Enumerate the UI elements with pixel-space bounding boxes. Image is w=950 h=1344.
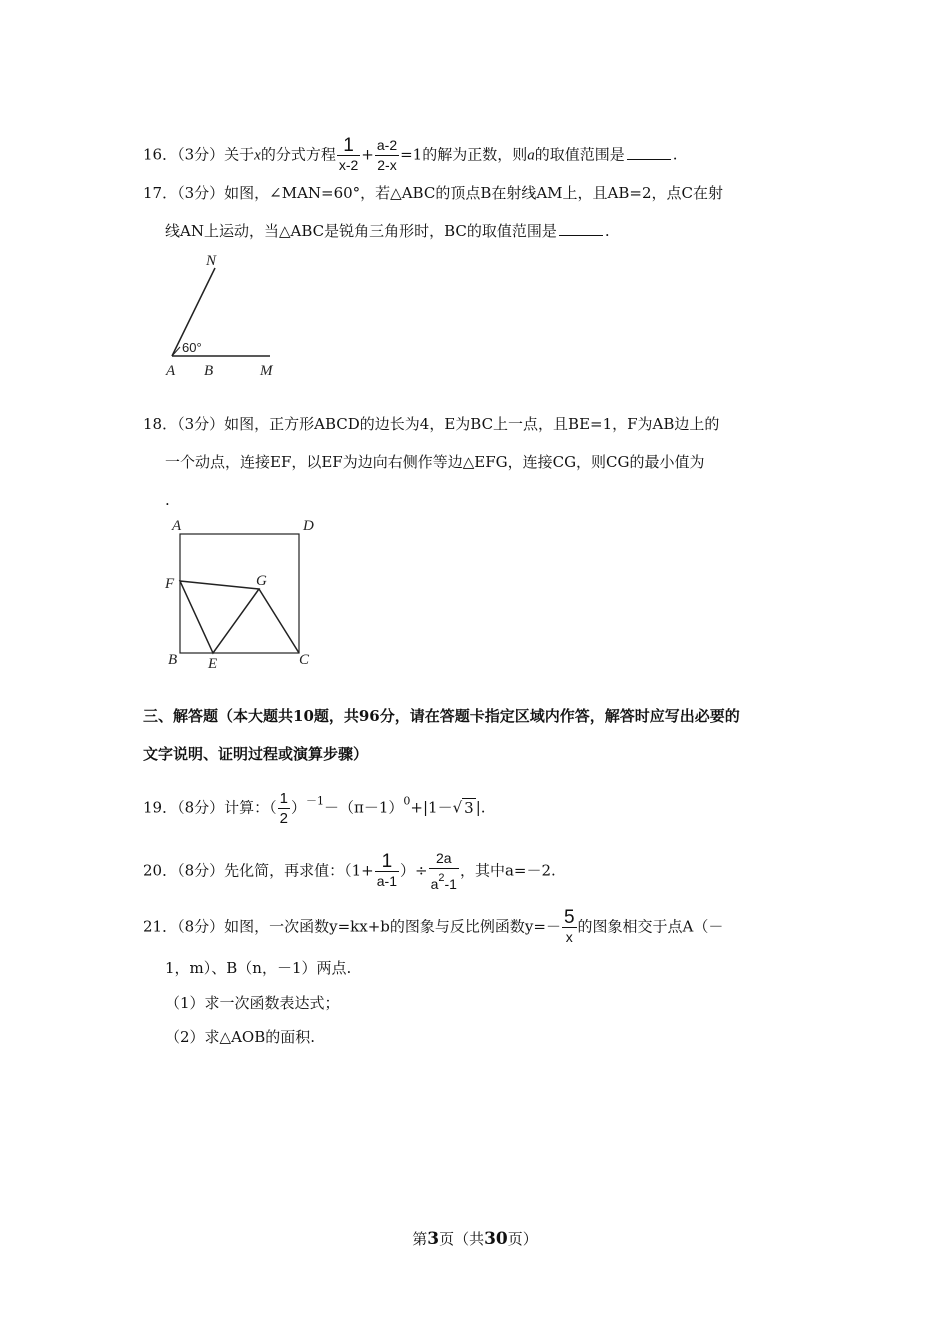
q20-fraction-1 [375,852,399,891]
q19-text: ） [291,798,307,817]
frac-num: 2a [429,849,459,869]
q19-exponent: －1 [306,794,325,808]
q17-text: 如图，∠MAN=60°，若△ABC的顶点B在射线AM上，且AB=2，点C在射 [224,184,723,202]
label-m: M [260,363,273,379]
q16-score: （3分） [177,145,225,164]
q21-number: 21． [143,917,178,936]
q16-plus: + [361,145,374,164]
den-base: a [430,876,439,892]
question-21-part-2 [165,1027,315,1047]
q17-number: 17． [143,184,178,202]
q18-number: 18． [143,415,178,433]
den-tail: -1 [444,876,457,892]
frac-num: a-2 [375,136,399,156]
q16-text: =1的解为正数，则 [400,145,528,164]
frac-num: 5 [563,907,575,928]
q18-score: （3分） [177,415,225,433]
q18-end: . [165,491,170,509]
segment-cg [259,589,299,653]
question-19 [143,789,486,828]
label-e: E [208,656,218,672]
question-21-line-2 [165,958,351,978]
label-a: A [166,363,176,379]
frac-den [429,869,459,894]
question-21-part-1 [165,993,340,1013]
q20-text: ）÷ [400,861,428,880]
frac-den: 2-x [377,157,397,173]
q17-text: 线AN上运动，当△ABC是锐角三角形时，BC的取值范围是 [165,222,557,240]
footer-text: 页（共 [439,1230,485,1248]
footer-text: 第 [412,1230,428,1248]
q19-text: 计算：（ [224,798,277,817]
den-exp: 2 [438,872,445,884]
q19-score: （8分） [177,798,225,817]
q18-text: 一个动点，连接EF，以EF为边向右侧作等边△EFG，连接CG，则CG的最小值为 [165,453,705,471]
question-18-line-2 [165,452,705,472]
q19-text: +|1－ [410,798,453,817]
q19-fraction [278,789,290,828]
q21-fraction [562,908,577,947]
q20-text: 先化简，再求值：（1+ [224,861,374,880]
footer-text: 页） [507,1230,538,1248]
q19-text: |. [475,798,486,817]
q20-fraction-2 [429,849,459,894]
q16-answer-blank [627,145,671,160]
question-21-line-1 [143,908,723,947]
label-b: B [204,363,214,379]
q19-text: －（π－1） [324,798,404,817]
frac-den: a-1 [376,873,397,889]
q16-end: . [672,145,678,164]
square-abcd [180,534,299,653]
question-17-line-1 [143,183,723,203]
label-b: B [168,652,178,668]
section-3-heading-line-1 [143,706,740,726]
section-3-text: 三、解答题（本大题共10题，共96分，请在答题卡指定区域内作答，解答时应写出必要的 [143,707,740,725]
triangle-efg [180,581,259,653]
q21-text: 的图象相交于点A（－ [577,917,724,936]
q21-sub-question: （2）求△AOB的面积. [165,1028,316,1046]
q18-text: 如图，正方形ABCD的边长为4，E为BC上一点，且BE=1，F为AB边上的 [224,415,720,433]
q18-figure [160,512,330,672]
label-angle: 60° [182,340,202,355]
q16-var-a: a [527,147,535,164]
q16-text: 关于 [224,145,255,164]
sqrt-symbol: √ [452,798,463,817]
section-3-text: 文字说明、证明过程或演算步骤） [143,745,369,763]
q19-number: 19． [143,798,178,817]
q16-number: 16． [143,145,178,164]
question-18-line-1 [143,414,719,434]
q17-score: （3分） [177,184,225,202]
q21-sub-question: （1）求一次函数表达式； [165,994,340,1012]
label-g: G [256,573,267,589]
page-footer [0,1228,950,1249]
label-n: N [206,253,217,269]
q17-end: . [604,222,610,240]
q20-number: 20． [143,861,178,880]
frac-num: 1 [279,790,288,807]
section-3-heading-line-2 [143,744,368,764]
q16-text: 的取值范围是 [534,145,625,164]
question-16 [143,136,678,175]
q16-text: 的分式方程 [260,145,336,164]
label-c: C [299,652,310,668]
q16-fraction-1 [337,136,360,175]
footer-total-pages: 30 [484,1229,508,1249]
label-a: A [172,518,182,534]
frac-den: x-2 [338,157,359,173]
q16-fraction-2 [375,136,399,175]
q17-answer-blank [559,221,603,236]
question-17-line-2 [165,221,610,241]
frac-den: 2 [279,810,288,827]
q16-var-x: x [254,147,261,164]
q20-text: ，其中a=－2. [459,861,556,880]
q20-score: （8分） [177,861,225,880]
frac-num: 1 [375,852,399,872]
q19-radicand: 3 [464,798,474,817]
q17-figure [160,248,290,380]
label-d: D [303,518,314,534]
footer-page-number: 3 [427,1229,440,1249]
question-20 [143,849,556,894]
frac-num: 1 [337,136,360,156]
q21-text: 1，m）、B（n，－1）两点. [165,959,352,977]
frac-den: x [565,929,573,945]
q21-score: （8分） [177,917,225,936]
label-f: F [165,576,175,592]
question-18-line-3 [165,490,170,510]
q21-text: 如图，一次函数y=kx+b的图象与反比例函数y=－ [224,917,561,936]
q19-exponent: 0 [403,794,411,808]
